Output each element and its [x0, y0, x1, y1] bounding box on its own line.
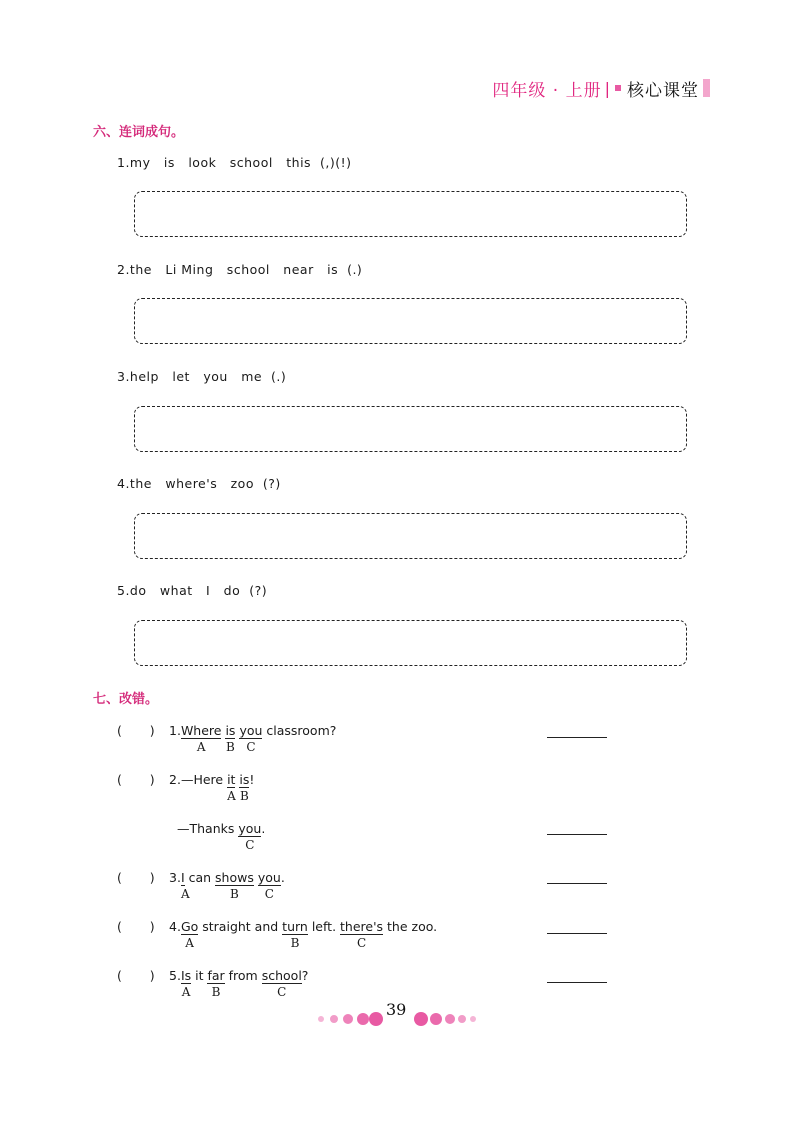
- answer-paren[interactable]: ( ): [117, 968, 155, 983]
- dot-icon: [430, 1013, 442, 1025]
- item-sentence: 3.I A can shows B you C .: [169, 870, 285, 901]
- answer-paren[interactable]: ( ): [117, 870, 155, 885]
- answer-box-3[interactable]: [134, 406, 687, 452]
- dot-icon: [318, 1016, 324, 1022]
- item-sentence: 5.Is A it far B from school C ?: [169, 968, 309, 999]
- answer-blank-3[interactable]: [547, 883, 607, 884]
- page-number: 39: [386, 1000, 407, 1019]
- dot-icon: [414, 1012, 428, 1026]
- question-4: 4.the where's zoo (?): [117, 476, 281, 491]
- item-sentence: 2.—Here it A is B !: [169, 772, 255, 803]
- answer-box-2[interactable]: [134, 298, 687, 344]
- dot-icon: [357, 1013, 369, 1025]
- answer-paren[interactable]: ( ): [117, 772, 155, 787]
- dot-icon: [445, 1014, 455, 1024]
- question-1: 1.my is look school this (,)(!): [117, 155, 352, 170]
- answer-paren[interactable]: ( ): [117, 723, 155, 738]
- item-sentence: —Thanks you C .: [177, 821, 266, 852]
- answer-box-1[interactable]: [134, 191, 687, 237]
- answer-blank-1[interactable]: [547, 737, 607, 738]
- answer-blank-2[interactable]: [547, 834, 607, 835]
- dot-icon: [343, 1014, 353, 1024]
- question-2: 2.the Li Ming school near is (.): [117, 262, 363, 277]
- answer-blank-5[interactable]: [547, 982, 607, 983]
- section-6-title: 六、连词成句。: [93, 125, 185, 140]
- item-sentence: 4.Go A straight and turn B left. there's C the zoo.: [169, 919, 438, 950]
- header-bar-icon: [703, 79, 710, 97]
- answer-box-5[interactable]: [134, 620, 687, 666]
- header-square-icon: [615, 85, 621, 91]
- dot-icon: [369, 1012, 383, 1026]
- page-header: [492, 76, 710, 100]
- question-5: 5.do what I do (?): [117, 583, 268, 598]
- dot-icon: [330, 1015, 338, 1023]
- course-label: 核心课堂: [627, 80, 699, 101]
- header-separator: |: [604, 78, 610, 98]
- answer-box-4[interactable]: [134, 513, 687, 559]
- grade-label: 四年级 · 上册: [492, 80, 602, 101]
- dot-icon: [458, 1015, 466, 1023]
- section-7-title: 七、改错。: [93, 692, 159, 707]
- dot-icon: [470, 1016, 476, 1022]
- question-3: 3.help let you me (.): [117, 369, 287, 384]
- answer-blank-4[interactable]: [547, 933, 607, 934]
- answer-paren[interactable]: ( ): [117, 919, 155, 934]
- item-sentence: 1.Where A is B you C classroom?: [169, 723, 337, 754]
